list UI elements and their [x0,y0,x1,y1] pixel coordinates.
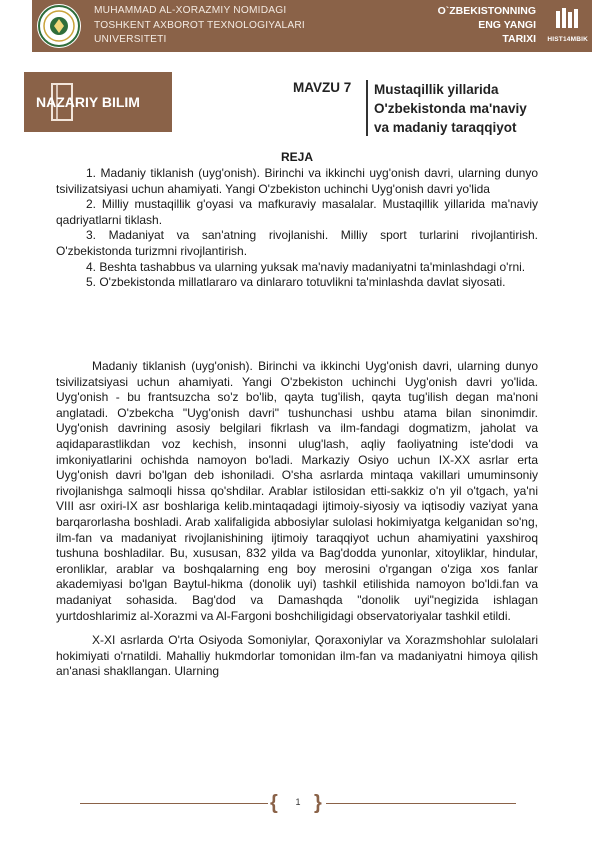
course-line: ENG YANGI [478,19,536,31]
university-line: TOSHKENT AXBOROT TEXNOLOGIYALARI [94,19,305,31]
topic-number: MAVZU 7 [293,80,352,95]
body-paragraph: X-XI asrlarda O'rta Osiyoda Somoniylar, Qoraxoniylar va Xorazmshohlar sulolalari hokimiyati o'rnatildi. Mahalliy hukmdorlar tomonidan ilm-fan va madaniyatni himoya qilish an'anasi shakllangan. Ularning [56,633,538,679]
header-band [32,0,592,52]
topic-title-line: O'zbekistonda ma'naviy [374,101,527,116]
plan-title: REJA [280,150,313,164]
body-paragraph: Madaniy tiklanish (uyg'onish). Birinchi va ikkinchi Uyg'onish davri, ularning dunyo tsivilizatsiyasi uchun ahamiyati. Yangi O'zbekiston uchinchi Uyg'onish davri yo'lida. Uyg'onish - bu frantsuzcha so'z bo'lib, qayta tug'ilish, qayta tug'ilish degan ma'noni anglatadi. O'zbekcha "Uyg'onish davri" tushunchasi ushbu atama bilan sinonimdir. Uyg'onish davrining asosiy belgilari fikrlash va ilm-fandagi dogmatizm, jaholat va aqidaparastlikdan voz kechish, insonni ulug'lash, aqliy faoliyatning iste'dodi va imkoniyatlarini ochishda namoyon bo'ladi. Markaziy Osiyo uchun IX-XX asrlar erta Uyg'onish davri bo'lgan deb ishoniladi. O'sha asrlarda mintaqa vakillari umuminsoniy rivojlanishga salmoqli hissa qo'shdilar. Arablar istilosidan etti-sakkiz o'n yil o'tgach, ya'ni VIII asr oxiri-IX asr boshlariga kelib.mintaqadagi ijtimoiy-siyosiy va iqtisodiy vaziyat yana barqarorlasha boshladi. Arab xalifaligida abbosiylar sulolasi hokimiyatga kelganidan so'ng, ilm-fan va madaniyat rivojlanishining ijtimoiy taraqqiyot uchun ahamiyatini yaxshiroq tushuna boshladilar. Bu, xususan, 832 yilda va Bag'dodda yunonlar, xitoyliklar, hindular, eronliklar, arablar va boshqalarning eng boy merosini o'rgangan o'ziga xos fanlar akademiyasi bo'lgan Baytul-hikma (donolik uyi) tashkil etilishida namoyon bo'ldi.fan va madaniyat sohasida. Bag'dod va Damashqda "donolik uyi"negizida ishlagan yurtdoshlarimiz al-Xorazmi va Al-Fargoni boshchiligidagi observatoriyalar tashkil etildi. [56,359,538,623]
plan-item: 4. Beshta tashabbus va ularning yuksak ma'naviy madaniyatni ta'minlashdagi o'rni. [86,259,526,274]
university-line: MUHAMMAD AL-XORAZMIY NOMIDAGI [94,5,287,16]
topic-title-line: va madaniy taraqqiyot [374,120,517,135]
page-number: 1 [295,797,301,807]
university-line: UNIVERSITETI [94,34,167,45]
plan-item: 3. Madaniyat va san'atning rivojlanishi. Milliy sport turlarini rivojlantirish. O'zbekistonda turizmni rivojlantirish. [56,228,538,258]
section-label: NAZARIY BILIM [36,94,140,110]
plan-item: 2. Milliy mustaqillik g'oyasi va mafkuraviy masalalar. Mustaqillik yillarida ma'naviy qadriyatlarni tiklash. [56,197,538,227]
body-text [56,359,538,680]
course-line: TARIXI [502,33,536,45]
topic-title-line: Mustaqillik yillarida [374,82,499,97]
footer-bracket-left: { [270,792,278,814]
plan-item: 1. Madaniy tiklanish (uyg'onish). Birinchi va ikkinchi uyg'onish davri, ularning dunyo tsivilizatsiyasi uchun ahamiyati. Yangi O'zbekiston uchinchi Uyg'onish davri yo'lida [56,166,538,196]
plan-item: 5. O'zbekistonda millatlararo va dinlararo totuvlikni ta'minlashda davlat siyosati. [86,275,506,290]
brand-label: HIST14MBIK [547,36,588,43]
section-label-box [24,72,172,132]
topic-title [374,80,527,137]
footer-rule-left [80,803,268,804]
university-logo-icon [37,4,81,48]
books-icon [554,6,580,30]
footer-rule-right [326,803,516,804]
university-name [94,4,354,48]
plan-list [56,166,538,291]
topic-divider [366,80,368,136]
footer-bracket-right: } [314,792,322,814]
course-title [438,4,536,46]
course-line: O`ZBEKISTONNING [437,5,536,17]
